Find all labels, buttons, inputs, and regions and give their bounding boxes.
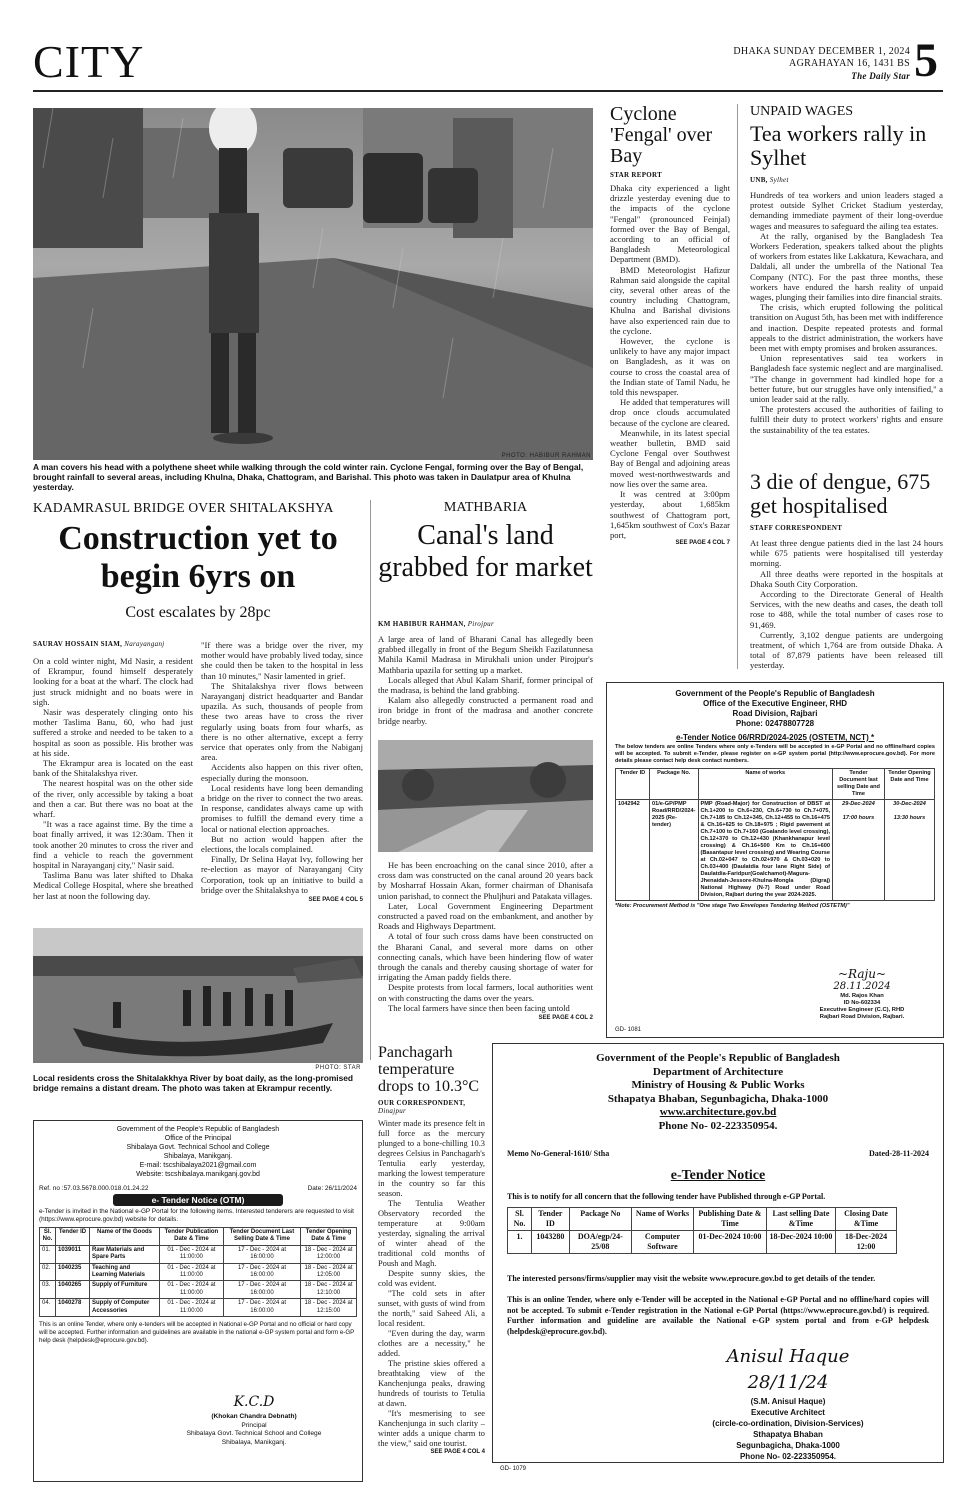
signatory-circle: (circle-co-ordination, Division-Services) (712, 1419, 864, 1428)
gd-number: GD- 1079 (500, 1466, 527, 1472)
table-header: Tender Document Last Selling Date & Time (223, 1228, 300, 1246)
school-tender-ad (33, 1120, 363, 1482)
table-cell: 01 - Dec - 2024 at 11:00:00 (160, 1263, 224, 1281)
table-header: Tender ID (56, 1228, 90, 1246)
ad-line: Phone: 02478807728 (735, 719, 815, 728)
tea-story (750, 104, 943, 435)
table-cell: 1. (508, 1231, 532, 1254)
table-cell: Supply of Furniture (90, 1281, 160, 1299)
notice-intro: This is to notify for all concern that the following tender have Published through e-GP Portal. (507, 1192, 826, 1201)
ad-line: Office of the Principal (164, 1135, 232, 1142)
signatory-office: Rajbari Road Division, Rajbari. (819, 1014, 905, 1020)
table-row (508, 1231, 897, 1254)
table-header: Tender Document last selling Date and Time (833, 769, 885, 800)
dengue-story (750, 470, 943, 671)
signature-icon: Anisul Haque 28/11/24 (726, 1346, 850, 1393)
dateline (700, 46, 910, 82)
memo-no: Memo No-General-1610/ Stha (507, 1149, 610, 1158)
table-cell: 18-Dec-2024 12:00 (836, 1231, 897, 1254)
paragraph: The local farmers have since then been facing untold (388, 1002, 570, 1013)
sign-date: 28.11.2024 (833, 981, 891, 992)
paragraph: The Tentulia Weather Observatory recorded the temperature at 9:00am yesterday, signaling the arrival of winter ahead of the traditional cold months of Poush and Magh. (378, 1199, 485, 1268)
table-cell: 18 - Dec - 2024 at 12:10:00 (301, 1281, 357, 1299)
paragraph: Local residents have long been demanding a bridge on the river to connect the two areas. In response, candidates always came up with promises to fulfill the demand every time a local or national election approaches. (201, 782, 363, 834)
cyclone-story (610, 104, 730, 546)
column-rule (370, 500, 371, 1060)
works-description: PMP (Road-Major) for Construction of DBST at Ch.1+200 to Ch.6+230, Ch.6+730 to Ch.7+075, Ch.7+185 to Ch.12+345, Ch.12+455 to Ch.16+475 & Ch.16+625 to Ch.18+975 ; Rigid pavement at Ch.7+100 to Ch.7+160 (Goalando level crossing), Ch.12+370 to Ch.12+430 (Khankhanapur level crossing) & Ch.16+500 Km to Ch.16+600 (Basantapur level crossing) and Wearing Course at Ch.02+047 to Ch.02+970 & Ch.03+020 to Ch.03+400 (Daulatdia four lane Right Side) of Daulatdia-Faridpur(Goalchamot)-Magura-Jhenaidah-Jessore-Khulna-Mongla (Digraj) National Highway (N-7) Road under Road Division, Rajbari during the year 2024-2025. (698, 800, 832, 901)
arch-tender-table (507, 1207, 897, 1254)
table-cell: 17 - Dec - 2024 at 16:00:00 (223, 1299, 300, 1317)
table-header: Sl. No. (508, 1208, 532, 1231)
paragraph: Winter made its presence felt in full force as the mercury plunged to a bone-chilling 10.3 degrees Celsius in Panchagarh's Tentulia early yesterday, marking the lowest temperature in the country so far this season. (378, 1119, 485, 1198)
photo-caption: Local residents cross the Shitalakkhya River by boat daily, as the long-promised bridge remains a distant dream. The photo was taken at Ekrampur recently. (33, 1073, 354, 1093)
date-value: 30-Dec-2024 (893, 801, 926, 807)
bangla-date: AGRAHAYAN 16, 1431 BS (789, 58, 910, 69)
table-cell: 1040265 (56, 1281, 90, 1299)
table-header: Last selling Date &Time (766, 1208, 835, 1231)
paragraph: However, the cyclone is unlikely to have any major impact on Bangladesh, as it was on course to cross the coastal area of the Indian state of Tamil Nadu, he told this newspaper. (610, 336, 730, 398)
paragraph: Taslima Banu was later shifted to Dhaka Medical College Hospital, where she breathed her last at noon the following day. (33, 870, 193, 901)
signature-block (693, 1344, 883, 1462)
table-cell: 17 - Dec - 2024 at 16:00:00 (223, 1263, 300, 1281)
masthead-rule (33, 90, 943, 92)
paragraph: Later, Local Government Engineering Department constructed a paved road on the embankment, and another by Roads and Highways Department. (378, 900, 593, 932)
panchagarh-body (378, 1119, 485, 1449)
canal-body-top (378, 634, 593, 726)
paragraph: Union representatives said tea workers in Bangladesh face systemic neglect and are marginalised. "The change in government had kindled hope for a better future, but our struggles have only intensified," a union leader said at the rally. (750, 353, 943, 405)
table-cell: 18 - Dec - 2024 at 12:05:00 (301, 1263, 357, 1281)
ref-no: Ref. no :57.03.5678.000.018.01.24.22 (39, 1185, 149, 1192)
table-cell: 1043280 (532, 1231, 570, 1254)
paragraph: At the rally, organised by the Bangladesh Tea Workers Federation, speakers talked about the plights of workers from estates like Lakkatura, Kewachara, and Daldali, all under the umbrella of the National Tea Company (NTC). For the past three months, these workers have endured the harsh reality of unpaid wages, plunging their families into dire financial straits. (750, 230, 943, 303)
jump-line: SEE PAGE 4 COL 2 (538, 1015, 593, 1022)
bridge-col2 (201, 640, 363, 905)
memo-date: Dated-28-11-2024 (869, 1149, 929, 1158)
paragraph: Currently, 3,102 dengue patients are undergoing treatment, of which 1,764 are from outside Dhaka. A total of 87,879 patients have been released till yesterday. (750, 629, 943, 671)
signatory-address: Segunbagicha, Dhaka-1000 (736, 1441, 840, 1450)
signatory-address: Shibalaya, Manikganj. (221, 1438, 287, 1446)
paragraph: Nasir was desperately clinging onto his mother Taslima Banu, 60, who had just suffered a stroke and needed to be taken to a hospital as soon as possible. His brother was at his side. (33, 707, 193, 758)
table-header: Name of Works (631, 1208, 693, 1231)
table-cell: Computer Software (631, 1231, 693, 1254)
notice-title: e-Tender Notice (670, 1168, 766, 1183)
paragraph: A large area of land of Bharani Canal has allegedly been grabbed illegally in front of the Begum Sheikh Fazilatunnesa Mahila Kamil Madrasa in Mirukhali union under Pirojpur's Mathbaria upazila for setting up a market. (378, 634, 593, 675)
signatory-title: Executive Engineer (C.C), RHD (819, 1007, 905, 1013)
byline-name: OUR CORRESPONDENT, (378, 1099, 466, 1107)
paragraph: It was centred at 3:00pm yesterday, about 1,685km southwest of Chattogram port, 1,645km southwest of Cox's Bazar port, (610, 489, 730, 540)
table-cell: 03. (40, 1281, 56, 1299)
table-cell: 1040235 (56, 1263, 90, 1281)
canal-kicker: MATHBARIA (443, 500, 528, 515)
table-cell: Supply of Computer Accessories (90, 1299, 160, 1317)
signature-block (154, 1391, 354, 1447)
photo-credit: PHOTO: HABIBUR RAHMAN (501, 453, 591, 459)
panchagarh-headline: Panchagarh temperature drops to 10.3°C (378, 1044, 480, 1095)
table-cell: 18 - Dec - 2024 at 12:00:00 (301, 1245, 357, 1263)
table-row (40, 1299, 357, 1317)
bridge-kicker: KADAMRASUL BRIDGE OVER SHITALAKSHYA (33, 500, 334, 515)
byline-place: Narayanganj (124, 640, 165, 648)
jump-line: SEE PAGE 4 COL 7 (675, 540, 730, 547)
table-header: Tender Publication Date & Time (160, 1228, 224, 1246)
cyclone-headline: Cyclone 'Fengal' over Bay (610, 103, 713, 167)
architecture-tender-ad (492, 1043, 944, 1463)
paragraph: "It was a race against time. By the time a boat finally arrived, it was 12:30am. Then it took another 20 minutes to cross the river and find a vehicle to reach the government hospital in Narayanganj city," Nasir said. (33, 819, 193, 871)
table-cell: 17 - Dec - 2024 at 16:00:00 (223, 1281, 300, 1299)
paragraph: "If there was a bridge over the river, my mother would have probably lived today, since she could then be taken to the hospital in less than 10 minutes," Nasir lamented in grief. (201, 640, 363, 681)
signatory-office: Shibalaya Govt. Technical School and College (186, 1430, 322, 1437)
paragraph: Hundreds of tea workers and union leaders staged a protest outside Sylhet Cricket Stadium yesterday, demanding immediate payment of their long-overdue wages and measures to safeguard the ailing tea estates. (750, 190, 943, 231)
table-header: Package No (569, 1208, 631, 1231)
dengue-headline: 3 die of dengue, 675 get hospitalised (750, 469, 931, 518)
ad-email: E-mail: tscshibalaya2021@gmail.com (139, 1162, 257, 1169)
table-header: Name of works (698, 769, 832, 800)
byline-name: KM HABIBUR RAHMAN, (378, 620, 466, 628)
table-cell: 02. (40, 1263, 56, 1281)
bridge-deck: Cost escalates by 28pc (125, 604, 271, 621)
cyclone-body (610, 183, 730, 540)
date-text: DHAKA SUNDAY DECEMBER 1, 2024 (733, 46, 910, 57)
paragraph: Meanwhile, in its latest special weather bulletin, BMD said Cyclone Fengal over Southwest Bay of Bengal and adjoining areas moved west-northwestwards and now lies over the same area. (610, 427, 730, 489)
notice-title: e-Tender Notice 06/RRD/2024-2025 (OSTETM, NCT) * (675, 733, 875, 742)
paragraph: He has been encroaching on the canal since 2010, after a cross dam was constructed on the canal around 20 years back by Mosharraf Hossain Akan, former chairman of Dhanisafa union parishad, to connect the Phuljhuri and Patakata villages. (378, 860, 593, 901)
ad-line: Government of the People's Republic of Bangladesh (675, 689, 875, 698)
byline-place: Pirojpur (467, 620, 494, 628)
byline-place: Sylhet (769, 176, 789, 184)
table-row (40, 1263, 357, 1281)
signatory-title: Principal (241, 1421, 267, 1429)
ad-line: Sthapatya Bhaban, Segunbagicha, Dhaka-1000 (607, 1092, 829, 1105)
ad-line: Office of the Executive Engineer, RHD (702, 699, 848, 708)
ad-line: Government of the People's Republic of Bangladesh (116, 1126, 280, 1133)
paragraph: The nearest hospital was on the other side of the river, only accessible by taking a boat and then a car. But there was no boat at the wharf. (33, 778, 193, 820)
canal-photo (378, 740, 593, 852)
paragraph: All three deaths were reported in the hospitals at Dhaka South City Corporation. (750, 568, 943, 589)
paragraph: On a cold winter night, Md Nasir, a resident of Ekrampur, found himself desperately looking for a boat at the wharf. The clock had just struck midnight and no boats were in sigh. (33, 656, 193, 707)
table-header: Tender ID (616, 769, 650, 800)
table-cell: Raw Materials and Spare Parts (90, 1245, 160, 1263)
ad-line: Ministry of Housing & Public Works (631, 1079, 805, 1091)
ad-website: Website: tscshibalaya.manikganj.gov.bd (136, 1171, 260, 1178)
byline-name: SAURAV HOSSAIN SIAM, (33, 640, 123, 648)
selling-date (833, 800, 885, 901)
paragraph: Despite protests from local farmers, local authorities went on with constructing the dams over the years. (378, 982, 593, 1003)
table-cell: 01 - Dec - 2024 at 11:00:00 (160, 1245, 224, 1263)
paragraph: At least three dengue patients died in the last 24 hours while 675 patients were hospitalised till yesterday morning. (750, 538, 943, 569)
ad-line: Road Division, Rajbari (732, 709, 818, 718)
paragraph: The protesters accused the authorities of failing to fulfill their duty to protect workers' rights and ensure the sustainability of the tea estates. (750, 404, 943, 435)
time-value: 13:30 hours (893, 815, 926, 821)
table-cell: 17 - Dec - 2024 at 16:00:00 (223, 1245, 300, 1263)
dengue-body (750, 538, 943, 671)
tea-kicker: UNPAID WAGES (750, 104, 854, 119)
signatory-title: Executive Architect (751, 1408, 825, 1417)
table-cell: Teaching and Learning Materials (90, 1263, 160, 1281)
signatory-id: ID No-602334 (843, 1000, 881, 1006)
table-row (40, 1245, 357, 1263)
paragraph: Accidents also happen on this river often, especially during the monsoon. (201, 762, 363, 783)
panchagarh-story (378, 1044, 485, 1455)
rain-photo (33, 108, 593, 460)
notice-intro: e-Tender is invited in the National e-GP Portal for the following items. Interested tenderers are requested to visit (https://www.eprocure.gov.bd) website for details. (39, 1208, 354, 1223)
paragraph: Locals alleged that Abul Kalam Sharif, former principal of the madrasa, is behind the land grabbing. (378, 674, 593, 696)
ad-note: The interested persons/firms/supplier may visit the website www.eprocure.gov.bd to get details of the tender. (507, 1274, 876, 1283)
paragraph: Finally, Dr Selina Hayat Ivy, following her re-election as mayor of Narayanganj City Corporation, took up an initiative to build a bridge over the Shitalakshya to (201, 854, 363, 895)
bridge-col1 (33, 656, 193, 901)
signatory-name: (Khokan Chandra Debnath) (211, 1413, 297, 1420)
table-header: Tender Opening Date & Time (301, 1228, 357, 1246)
table-cell: DOA/egp/24-25/08 (569, 1231, 631, 1254)
ad-note: *Note: Procurement Method is "One stage Two Envelopes Tendering Method (OSTETM)" (615, 903, 850, 909)
table-row (40, 1281, 357, 1299)
signature-icon: K.C.D (233, 1394, 275, 1410)
signature-block (792, 967, 932, 1021)
bridge-byline (33, 640, 165, 648)
paragraph: "It's mesmerising to see Kanchenjunga in such clarity – winter adds a unique charm to the view," said one tourist. (378, 1409, 485, 1448)
table-header: Publishing Date & Time (694, 1208, 767, 1231)
date-value: 29-Dec-2024 (842, 801, 875, 807)
paragraph: According to the Directorate General of Health Services, with the new deaths and cases, the death toll rose to 488, while the total number of cases rose to 91,469. (750, 589, 943, 630)
paragraph: "The cold sets in after sunset, with gusts of wind from the north," said Saheed Ali, a local resident. (378, 1289, 485, 1328)
boat-photo (33, 928, 363, 1063)
byline-place: Dinajpur (378, 1107, 407, 1115)
notice-intro: The below tenders are online Tenders where only e-Tenders will be accepted in e-GP Portal and no offline/hard copies will be accepted. To submit e-Tender, please register on e-GP system portal (http://www.eprocure.gov.bd). For more details please contact help desk contact numbers. (615, 744, 935, 764)
gd-number: GD- 1081 (615, 1027, 642, 1033)
opening-date (885, 800, 935, 901)
dengue-byline: STAFF CORRESPONDENT (750, 524, 843, 532)
panchagarh-byline (378, 1099, 485, 1115)
section-title: CITY (33, 36, 145, 87)
canal-body-bottom (378, 860, 593, 1023)
signatory-name: (S.M. Anisul Haque) (750, 1397, 826, 1406)
jump-line: SEE PAGE 4 COL 5 (308, 897, 363, 904)
ad-line: Government of the People's Republic of Bangladesh (596, 1052, 840, 1064)
paragraph: The crisis, which erupted following the political transition on August 5th, has been met with indifference and inaction. Despite repeated protests and formal appeals to the district administration, the workers have been met with empty promises and broken assurances. (750, 302, 943, 354)
paragraph: The pristine skies offered a breathtaking view of the Kanchenjunga peaks, drawing hundreds of tourists to Tetulia at dawn. (378, 1359, 485, 1408)
paragraph: Dhaka city experienced a light drizzle yesterday evening due to the impacts of the cyclone "Fengal" (pronounced Feinjal) formed over the Bay of Bengal, according to an official of Bangladesh Meteorological Department (BMD). (610, 183, 730, 265)
rhd-tender-table (615, 768, 935, 901)
table-cell: 1039011 (56, 1245, 90, 1263)
photo-caption: A man covers his head with a polythene sheet while walking through the cold winter rain. Cyclone Fengal, forming over the Bay of Bengal, brought rainfall to several areas, including Khulna, Dhaka, Chattogram, and Barishal. This photo was taken in Daulatpur area of Khulna yesterday. (33, 462, 584, 492)
paragraph: Kalam also allegedly constructed a permanent road and iron bridge in front of the madrasa and another concrete bridge nearby. (378, 695, 593, 726)
table-header: Name of the Goods (90, 1228, 160, 1246)
tender-id: 1042942 (616, 800, 650, 901)
photo-credit: PHOTO: STAR (315, 1065, 361, 1071)
paragraph: But no action would happen after the elections, the locals complained. (201, 833, 363, 855)
table-cell: 01-Dec-2024 10:00 (694, 1231, 767, 1254)
paragraph: A total of four such cross dams have been constructed on the Bharani Canal, and several more dams on other connecting canals, which have been hindering flow of water through the canals and thereby causing shortage of water for irrigating the Aman paddy fields there. (378, 931, 593, 983)
canal-byline (378, 620, 494, 628)
table-cell: 18 - Dec - 2024 at 12:15:00 (301, 1299, 357, 1317)
website-link[interactable]: www.architecture.gov.bd (659, 1106, 777, 1118)
package-no: 01/e-GP/PMP Road/RRD/2024-2025 (Re-tender) (650, 800, 699, 901)
signatory-name: Md. Rajos Khan (840, 993, 884, 999)
table-cell: 01 - Dec - 2024 at 11:00:00 (160, 1299, 224, 1317)
table-header: Sl. No. (40, 1228, 56, 1246)
byline-name: UNB, (750, 176, 768, 184)
table-header: Package No. (650, 769, 699, 800)
paragraph: Despite sunny skies, the cold was evident. (378, 1269, 485, 1288)
ad-line: Phone No- 02-223350954. (658, 1119, 778, 1132)
paragraph: He added that temperatures will drop once clouds accumulated because of the cyclone are cleared. (610, 397, 730, 428)
cyclone-byline: STAR REPORT (610, 171, 663, 179)
ad-note: This is an online Tender, where only e-Tender will be accepted in the National e-GP Portal and no offline/hard copies will not be accepted. To submit e-Tender registration in the National e-GP Portal (https://www.eprocure.gov.bd/) is required. Further information and guideline are available the National e-GP system portal and from e-GP helpdesk (helpdesk@eprocure.gov.bd). (507, 1295, 929, 1336)
page-number: 5 (914, 34, 938, 87)
ref-date: Date: 26/11/2024 (307, 1185, 357, 1192)
table-cell: 04. (40, 1299, 56, 1317)
paragraph: The Shitalakshya river flows between Narayanganj district headquarter and Bandar upazila. As such, thousands of people from these two areas have to cross the river regularly using boats from four wharfs, as there is no other alternative, except a ferry service that operates only from the Nabiganj area. (201, 680, 363, 763)
table-header: Tender ID (532, 1208, 570, 1231)
column-rule (737, 104, 738, 669)
ad-line: Shibalaya, Manikganj. (163, 1153, 233, 1160)
signature-icon: ~Raju~ (837, 967, 887, 981)
paper-logo: The Daily Star (851, 71, 910, 81)
tea-headline: Tea workers rally in Sylhet (750, 121, 927, 170)
table-cell: 1040278 (56, 1299, 90, 1317)
table-header: Closing Date &Time (836, 1208, 897, 1231)
tea-byline (750, 176, 943, 184)
table-header: Tender Opening Date and Time (885, 769, 935, 800)
school-tender-table (39, 1227, 357, 1317)
paragraph: BMD Meteorologist Hafizur Rahman said alongside the capital city, several other areas of the country including Chattogram, Khulna and Barishal divisions have also experienced rain due to the cyclone. (610, 264, 730, 336)
bridge-headline: Construction yet to begin 6yrs on (58, 520, 338, 595)
ad-note: This is an online Tender, where only e-tenders will be accepted in National e-GP Portal and no official or hard copy will be accepted. Further information and guidelines are available in the national e-GP system portal and form e-GP help desk (helpdesk@eprocure.gov.bd). (39, 1321, 355, 1345)
signatory-phone: Phone No- 02-223350954. (739, 1452, 837, 1461)
table-row (616, 800, 935, 901)
time-value: 17:00 hours (842, 815, 875, 821)
tea-body (750, 190, 943, 435)
paragraph: "Even during the day, warm clothes are a necessity," he added. (378, 1329, 485, 1358)
table-cell: 01. (40, 1245, 56, 1263)
ad-line: Department of Architecture (652, 1065, 784, 1078)
jump-line: SEE PAGE 4 COL 4 (430, 1449, 485, 1455)
rhd-tender-ad (606, 682, 944, 1038)
notice-title: e- Tender Notice (OTM) (113, 1194, 283, 1206)
paragraph: The Ekrampur area is located on the east bank of the Shitalakshya river. (33, 758, 193, 779)
ad-line: Shibalaya Govt. Technical School and College (126, 1144, 270, 1151)
table-cell: 18-Dec-2024 10:00 (766, 1231, 835, 1254)
signatory-office: Sthapatya Bhaban (753, 1430, 823, 1439)
table-cell: 01 - Dec - 2024 at 11:00:00 (160, 1281, 224, 1299)
canal-headline: Canal's land grabbed for market (378, 520, 593, 583)
